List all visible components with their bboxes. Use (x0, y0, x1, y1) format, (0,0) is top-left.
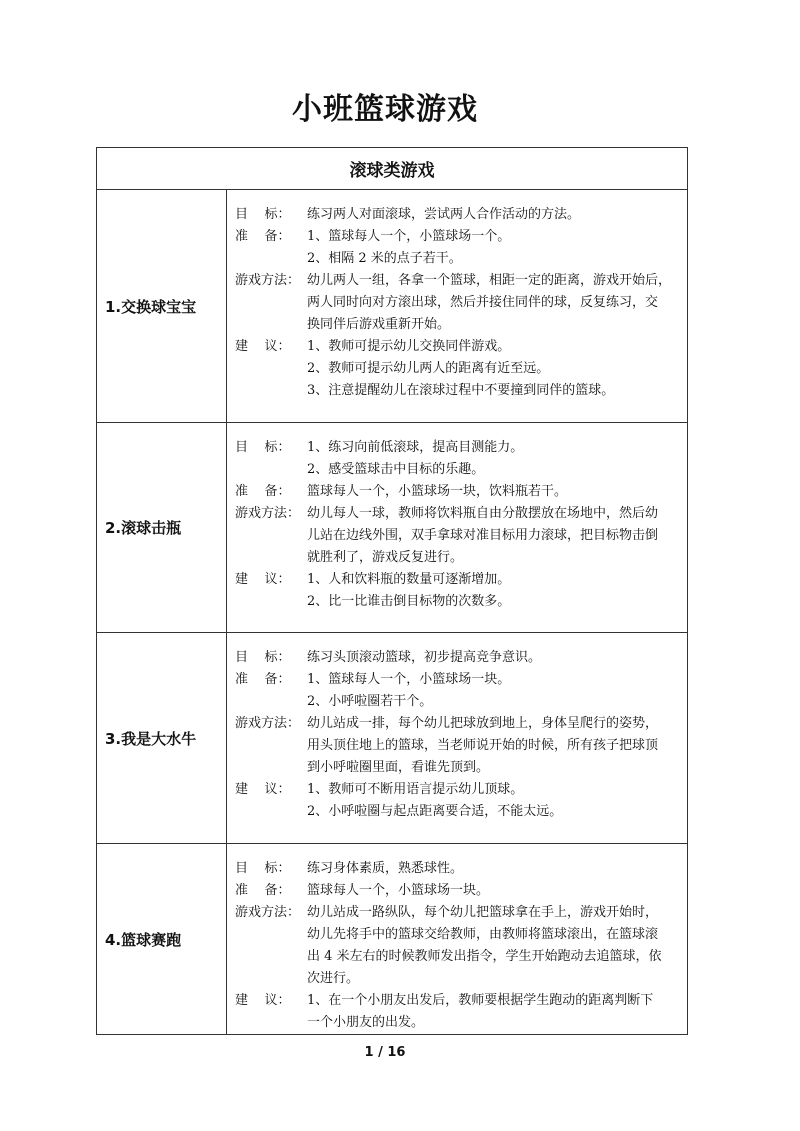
detail-label: 游戏方法： (235, 506, 301, 521)
detail-text: 幼儿两人一组，各拿一个篮球，相距一定的距离，游戏开始后， (307, 273, 672, 288)
detail-label (235, 591, 307, 613)
detail-text: 两人同时向对方滚出球，然后并接住同伴的球，反复练习，交 (307, 295, 659, 310)
detail-label (235, 547, 307, 569)
detail-line (235, 459, 681, 481)
detail-label: 目 标： (235, 861, 291, 876)
detail-label: 游戏方法： (235, 905, 301, 920)
page-number: 1 / 16 (364, 1045, 406, 1060)
detail-text: 1、教师可提示幼儿交换同伴游戏。 (307, 339, 511, 354)
detail-label: 建 议： (235, 339, 291, 354)
detail-text: 出 4 米左右的时候教师发出指令，学生开始跑动去追篮球，依 (307, 949, 662, 964)
detail-text: 2、教师可提示幼儿两人的距离有近至远。 (307, 361, 550, 376)
detail-text: 1、教师可不断用语言提示幼儿顶球。 (307, 782, 524, 797)
detail-line (235, 314, 681, 336)
detail-text: 幼儿先将手中的篮球交给教师，由教师将篮球滚出，在篮球滚 (307, 927, 659, 942)
detail-label: 准 备： (235, 883, 291, 898)
detail-label (235, 1012, 307, 1034)
game-detail (227, 423, 688, 633)
detail-line (235, 569, 681, 591)
detail-label (235, 757, 307, 779)
detail-label: 目 标： (235, 207, 291, 222)
detail-label: 目 标： (235, 440, 291, 455)
detail-label (235, 924, 307, 946)
detail-text: 2、小呼啦圈与起点距离要合适，不能太远。 (307, 804, 563, 819)
game-row (97, 423, 688, 633)
game-name: 2.滚球击瓶 (97, 423, 227, 633)
detail-line (235, 270, 681, 292)
detail-line (235, 336, 681, 358)
detail-text: 2、相隔 2 米的点子若干。 (307, 251, 462, 266)
detail-label (235, 459, 307, 481)
game-name: 3.我是大水牛 (97, 633, 227, 844)
detail-line (235, 547, 681, 569)
detail-line (235, 248, 681, 270)
game-row (97, 190, 688, 423)
detail-label: 准 备： (235, 229, 291, 244)
detail-label (235, 968, 307, 990)
detail-text: 练习两人对面滚球，尝试两人合作活动的方法。 (307, 207, 581, 222)
detail-line (235, 858, 681, 880)
detail-text: 2、比一比谁击倒目标物的次数多。 (307, 594, 511, 609)
detail-line (235, 358, 681, 380)
detail-text: 幼儿站成一排，每个幼儿把球放到地上，身体呈爬行的姿势， (307, 716, 659, 731)
detail-label: 准 备： (235, 484, 291, 499)
games-table (96, 147, 688, 1035)
detail-line (235, 990, 681, 1012)
detail-label (235, 358, 307, 380)
detail-line (235, 691, 681, 713)
detail-text: 2、感受篮球击中目标的乐趣。 (307, 462, 485, 477)
detail-line (235, 946, 681, 968)
detail-text: 用头顶住地上的篮球，当老师说开始的时候，所有孩子把球顶 (307, 738, 659, 753)
detail-line (235, 647, 681, 669)
detail-text: 1、练习向前低滚球，提高目测能力。 (307, 440, 524, 455)
detail-label (235, 380, 307, 402)
detail-label: 游戏方法： (235, 273, 301, 288)
game-row (97, 844, 688, 1035)
game-name: 4.篮球赛跑 (97, 844, 227, 1035)
detail-label (235, 248, 307, 270)
detail-text: 幼儿每人一球，教师将饮料瓶自由分散摆放在场地中，然后幼 (307, 506, 659, 521)
detail-text: 1、人和饮料瓶的数量可逐渐增加。 (307, 572, 511, 587)
page-title: 小班篮球游戏 (292, 92, 478, 127)
detail-line (235, 713, 681, 735)
detail-label: 建 议： (235, 572, 291, 587)
detail-label: 建 议： (235, 782, 291, 797)
game-detail (227, 633, 688, 844)
detail-line (235, 669, 681, 691)
game-detail (227, 190, 688, 423)
detail-text: 到小呼啦圈里面，看谁先顶到。 (307, 760, 490, 775)
detail-line (235, 503, 681, 525)
detail-line (235, 1012, 681, 1034)
detail-text: 幼儿站成一路纵队，每个幼儿把篮球拿在手上，游戏开始时， (307, 905, 659, 920)
detail-text: 次进行。 (307, 971, 360, 986)
detail-label (235, 525, 307, 547)
game-detail (227, 844, 688, 1035)
detail-text: 篮球每人一个，小篮球场一块。 (307, 883, 490, 898)
detail-line (235, 380, 681, 402)
detail-line (235, 902, 681, 924)
detail-text: 1、在一个小朋友出发后，教师要根据学生跑动的距离判断下 (307, 993, 654, 1008)
detail-line (235, 968, 681, 990)
detail-text: 换同伴后游戏重新开始。 (307, 317, 451, 332)
section-header: 滚球类游戏 (97, 148, 688, 190)
game-row (97, 633, 688, 844)
detail-line (235, 437, 681, 459)
detail-label (235, 946, 307, 968)
detail-label (235, 801, 307, 823)
detail-line (235, 880, 681, 902)
detail-text: 3、注意提醒幼儿在滚球过程中不要撞到同伴的篮球。 (307, 383, 615, 398)
detail-label (235, 691, 307, 713)
detail-text: 就胜利了，游戏反复进行。 (307, 550, 464, 565)
detail-line (235, 591, 681, 613)
detail-line (235, 801, 681, 823)
detail-line (235, 525, 681, 547)
detail-text: 篮球每人一个，小篮球场一块，饮料瓶若干。 (307, 484, 568, 499)
detail-label (235, 735, 307, 757)
section-header-row (97, 148, 688, 190)
detail-text: 练习身体素质，熟悉球性。 (307, 861, 464, 876)
detail-text: 2、小呼啦圈若干个。 (307, 694, 433, 709)
detail-text: 1、篮球每人一个，小篮球场一块。 (307, 672, 511, 687)
detail-text: 练习头顶滚动篮球，初步提高竞争意识。 (307, 650, 542, 665)
detail-label: 游戏方法： (235, 716, 301, 731)
detail-text: 一个小朋友的出发。 (307, 1015, 425, 1030)
detail-line (235, 481, 681, 503)
detail-line (235, 924, 681, 946)
detail-text: 1、篮球每人一个，小篮球场一个。 (307, 229, 511, 244)
detail-label (235, 314, 307, 336)
detail-text: 儿站在边线外围，双手拿球对准目标用力滚球，把目标物击倒 (307, 528, 659, 543)
detail-line (235, 204, 681, 226)
detail-line (235, 735, 681, 757)
detail-line (235, 226, 681, 248)
detail-label: 建 议： (235, 993, 291, 1008)
detail-line (235, 779, 681, 801)
detail-label: 准 备： (235, 672, 291, 687)
detail-line (235, 757, 681, 779)
detail-label (235, 292, 307, 314)
detail-label: 目 标： (235, 650, 291, 665)
detail-line (235, 292, 681, 314)
game-name: 1.交换球宝宝 (97, 190, 227, 423)
